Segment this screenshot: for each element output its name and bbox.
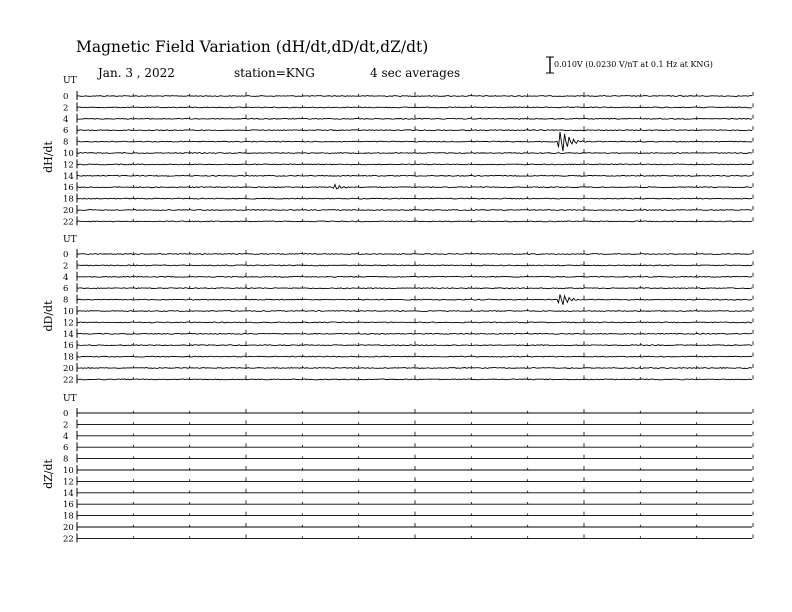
row-hour-label: 18 — [63, 511, 74, 522]
station-label: station=KNG — [234, 66, 315, 80]
trace-line — [77, 265, 752, 266]
trace-row — [63, 148, 753, 159]
trace-row — [63, 374, 753, 385]
panel-dZ-dt — [42, 394, 753, 544]
trace-row — [63, 408, 753, 419]
trace-line — [77, 164, 752, 165]
trace-line — [77, 198, 752, 199]
trace-line — [77, 322, 752, 323]
row-hour-label: 2 — [63, 420, 69, 431]
trace-row — [63, 488, 753, 499]
trace-row — [63, 340, 753, 351]
trace-row — [63, 306, 753, 317]
row-hour-label: 8 — [63, 454, 69, 465]
trace-row — [63, 352, 753, 363]
trace-row — [63, 511, 753, 522]
row-hour-label: 8 — [63, 137, 69, 148]
trace-line — [77, 185, 752, 189]
trace-row — [63, 465, 753, 476]
trace-row — [63, 317, 753, 328]
row-hour-label: 16 — [63, 183, 74, 194]
row-hour-label: 14 — [63, 171, 74, 182]
trace-line — [77, 345, 752, 346]
trace-line — [77, 379, 752, 380]
trace-row — [63, 329, 753, 340]
row-hour-label: 22 — [63, 217, 74, 228]
trace-row — [63, 454, 753, 465]
trace-row — [63, 533, 753, 544]
trace-row — [63, 419, 753, 430]
row-hour-label: 16 — [63, 341, 74, 352]
chart-title: Magnetic Field Variation (dH/dt,dD/dt,dZ/dt) — [76, 38, 429, 56]
trace-line — [77, 254, 752, 255]
row-hour-label: 2 — [63, 261, 69, 272]
trace-row — [63, 91, 753, 102]
panel-dH-dt — [42, 76, 753, 227]
trace-line — [77, 276, 752, 277]
row-hour-label: 20 — [63, 206, 74, 216]
row-hour-label: 0 — [63, 409, 69, 419]
trace-row — [63, 102, 753, 113]
trace-row — [63, 476, 753, 487]
trace-row — [63, 522, 753, 533]
row-hour-label: 0 — [63, 92, 69, 102]
row-hour-label: 4 — [63, 114, 69, 125]
row-hour-label: 8 — [63, 295, 69, 306]
trace-row — [63, 260, 753, 271]
trace-row — [63, 194, 753, 205]
trace-row — [63, 363, 753, 374]
trace-row — [63, 132, 753, 151]
row-hour-label: 10 — [63, 149, 74, 159]
trace-row — [63, 294, 753, 305]
row-hour-label: 12 — [63, 318, 74, 329]
row-hour-label: 18 — [63, 194, 74, 205]
row-axis-label: UT — [63, 394, 77, 404]
trace-line — [77, 288, 752, 289]
trace-line — [77, 132, 752, 151]
trace-row — [63, 216, 753, 227]
trace-line — [77, 294, 752, 304]
row-hour-label: 16 — [63, 500, 74, 511]
row-hour-label: 2 — [63, 103, 69, 114]
row-hour-label: 14 — [63, 329, 74, 340]
row-hour-label: 10 — [63, 466, 74, 476]
trace-row — [63, 249, 753, 260]
trace-line — [77, 210, 752, 211]
trace-line — [77, 333, 752, 334]
row-hour-label: 4 — [63, 272, 69, 283]
scale-bar — [546, 57, 554, 73]
row-hour-label: 0 — [63, 250, 69, 260]
trace-line — [77, 107, 752, 108]
trace-row — [63, 442, 753, 453]
date-label: Jan. 3 , 2022 — [98, 66, 175, 80]
row-hour-label: 6 — [63, 284, 69, 295]
trace-row — [63, 159, 753, 170]
row-hour-label: 6 — [63, 126, 69, 137]
trace-row — [63, 499, 753, 510]
averaging-label: 4 sec averages — [370, 66, 461, 80]
row-hour-label: 20 — [63, 523, 74, 533]
row-axis-label: UT — [63, 76, 77, 86]
component-label: dZ/dt — [42, 459, 55, 489]
row-hour-label: 12 — [63, 160, 74, 171]
row-hour-label: 4 — [63, 431, 69, 442]
trace-line — [77, 96, 752, 97]
row-hour-label: 20 — [63, 364, 74, 374]
trace-row — [63, 171, 753, 182]
trace-row — [63, 272, 753, 283]
trace-row — [63, 114, 753, 125]
trace-line — [77, 368, 752, 369]
trace-line — [77, 118, 752, 119]
panel-dD-dt — [42, 235, 753, 385]
trace-line — [77, 221, 752, 222]
row-hour-label: 18 — [63, 352, 74, 363]
scale-bar-label: 0.010V (0.0230 V/nT at 0.1 Hz at KNG) — [554, 60, 713, 69]
row-hour-label: 22 — [63, 375, 74, 386]
component-label: dH/dt — [42, 141, 55, 173]
trace-line — [77, 130, 752, 131]
trace-line — [77, 356, 752, 357]
row-hour-label: 22 — [63, 534, 74, 545]
trace-line — [77, 153, 752, 154]
trace-line — [77, 311, 752, 312]
row-hour-label: 14 — [63, 488, 74, 499]
trace-row — [63, 431, 753, 442]
trace-line — [77, 175, 752, 176]
row-hour-label: 10 — [63, 307, 74, 317]
trace-row — [63, 182, 753, 193]
trace-row — [63, 125, 753, 136]
row-hour-label: 12 — [63, 477, 74, 488]
trace-row — [63, 283, 753, 294]
row-hour-label: 6 — [63, 443, 69, 454]
component-label: dD/dt — [42, 300, 55, 332]
row-axis-label: UT — [63, 235, 77, 245]
trace-row — [63, 205, 753, 216]
